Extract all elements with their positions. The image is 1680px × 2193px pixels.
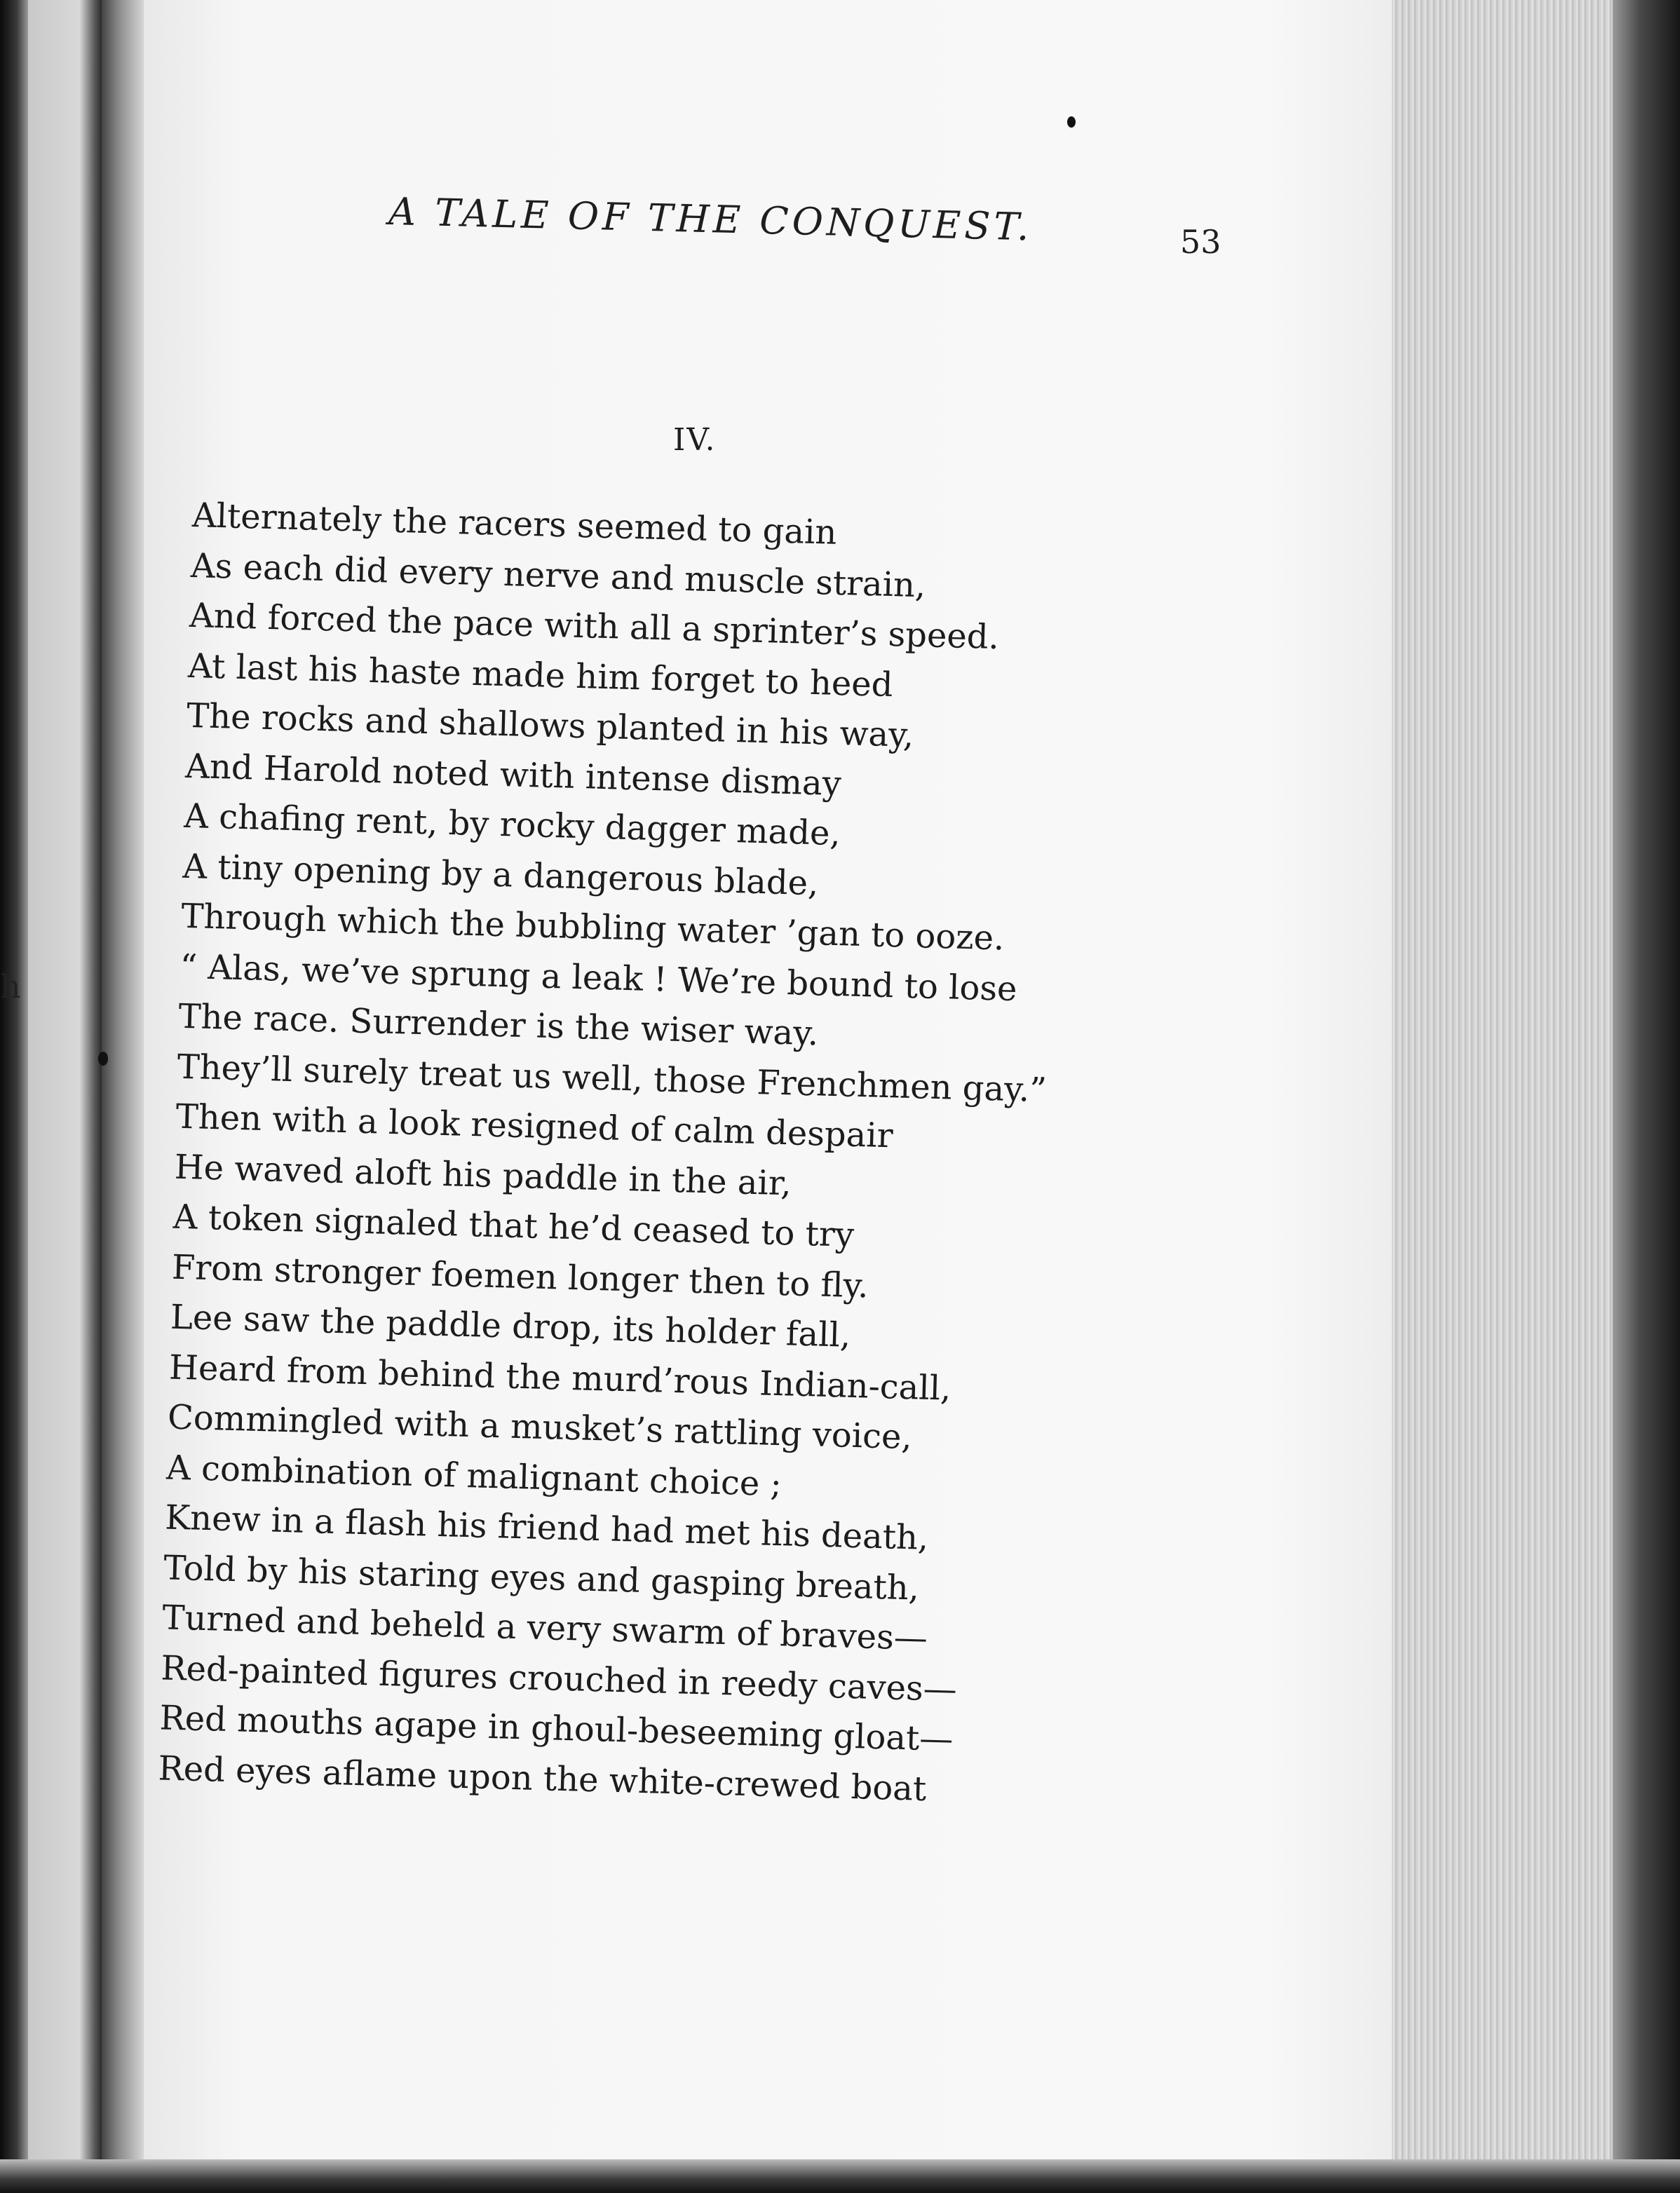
poem-line: They’ll surely treat us well, those Frenchmen gay.” (177, 1047, 1048, 1110)
poem-line: A combination of malignant choice ; (165, 1448, 783, 1504)
poem-line: From stronger foemen longer then to fly. (171, 1247, 869, 1305)
poem-line: Then with a look resigned of calm despair (175, 1096, 894, 1156)
poem-line: “ Alas, we’ve sprung a leak ! We’re bound to lose (179, 946, 1018, 1009)
poem-line: A token signaled that he’d ceased to try (172, 1197, 855, 1255)
poem-line: Commingled with a musket’s rattling voice, (167, 1397, 913, 1458)
scan-speck (1067, 116, 1076, 128)
previous-page-edge (28, 0, 102, 2193)
running-head: A TALE OF THE CONQUEST. (388, 189, 1034, 250)
poem-line: A chafing rent, by rocky dagger made, (183, 796, 841, 854)
bottom-scan-edge (0, 2159, 1680, 2193)
poem-line: Through which the bubbling water ’gan to ooze. (180, 896, 1005, 958)
section-heading: IV. (673, 422, 717, 458)
poem-line: Told by his staring eyes and gasping breath, (163, 1547, 920, 1608)
poem-line: Heard from behind the murd’rous Indian-call, (168, 1347, 952, 1408)
previous-page-fragment: h (0, 968, 21, 1005)
poem-line: The rocks and shallows planted in his way, (186, 695, 914, 755)
scan-speck (98, 1052, 108, 1066)
poem-line: Turned and beheld a very swarm of braves— (161, 1598, 928, 1658)
poem-line: Alternately the racers seemed to gain (191, 495, 838, 552)
page-number: 53 (1180, 223, 1221, 261)
poem-stanza (158, 491, 1315, 1824)
poem-line: And Harold noted with intense dismay (184, 746, 842, 803)
book-gutter (102, 0, 144, 2193)
poem-line: Red mouths agape in ghoul-beseeming gloat— (158, 1698, 954, 1759)
fore-edge-shadow (1613, 0, 1680, 2193)
poem-line: Red-painted figures crouched in reedy caves— (160, 1648, 958, 1709)
poem-line: He waved aloft his paddle in the air, (174, 1147, 792, 1203)
poem-line: The race. Surrender is the wiser way. (177, 996, 819, 1054)
poem-line: As each did every nerve and muscle strain, (190, 545, 926, 605)
poem-line: And forced the pace with all a sprinter’s speed. (189, 595, 1000, 658)
poem-line: Knew in a flash his friend had met his death, (164, 1498, 929, 1558)
poem-line: Red eyes aflame upon the white-crewed boat (157, 1748, 927, 1809)
poem-line: A tiny opening by a dangerous blade, (182, 846, 820, 903)
poem-line: Lee saw the paddle drop, its holder fall, (170, 1297, 851, 1355)
scanner-edge (0, 0, 28, 2193)
poem-line: At last his haste made him forget to heed (187, 646, 894, 705)
